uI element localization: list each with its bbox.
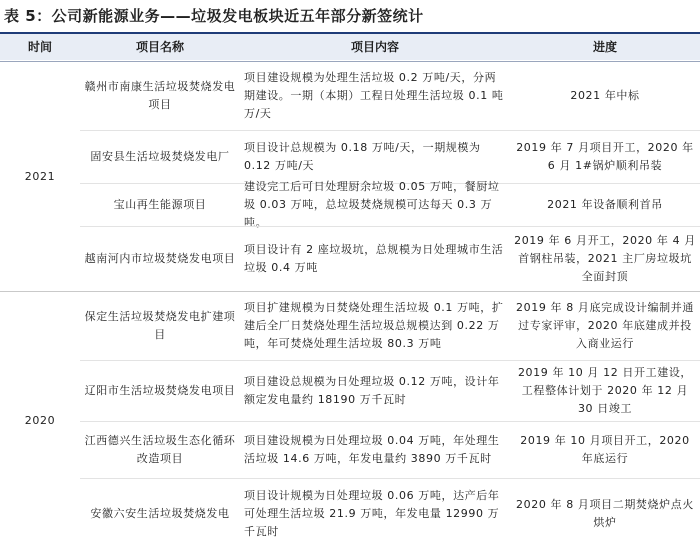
header-project-content: 项目内容 — [350, 40, 399, 54]
table-row-progress: 2019 年 6 月开工，2020 年 4 月首钢柱吊装，2021 主厂房垃圾坑全面封顶 — [514, 234, 696, 283]
table-row-content: 项目设计有 2 座垃圾坑，总规模为日处理城市生活垃圾 0.4 万吨 — [244, 243, 504, 274]
table-row-progress: 2019 年 7 月项目开工，2020 年 6 月 1#锅炉顺利吊装 — [516, 141, 694, 172]
table-title: 表 5：公司新能源业务——垃圾发电板块近五年部分新签统计 — [4, 7, 424, 25]
table-row-content: 项目设计总规模为 0.18 万吨/天，一期规模为 0.12 万吨/天 — [244, 141, 481, 172]
table-row-name: 赣州市南康生活垃圾焚烧发电项目 — [84, 80, 236, 111]
table-row-name: 江西德兴生活垃圾生态化循环改造项目 — [84, 434, 236, 465]
table-row-progress: 2019 年 10 月 12 日开工建设，工程整体计划于 2020 年 12 月 30 日竣工 — [517, 366, 693, 415]
header-project-name: 项目名称 — [135, 40, 184, 54]
header-time: 时间 — [27, 40, 52, 54]
table-row-content: 项目建设规模为日处理垃圾 0.04 万吨，年处理生活垃圾 14.6 万吨，年发电量约 3890 万千瓦时 — [244, 434, 500, 465]
year-cell-2021: 2021 — [24, 169, 56, 183]
year-cell-2020: 2020 — [24, 413, 56, 427]
table-row-content: 项目建设总规模为日处理垃圾 0.12 万吨，设计年额定发电量约 18190 万千瓦时 — [244, 375, 500, 406]
table-row-content: 项目扩建规模为日焚烧处理生活垃圾 0.1 万吨，扩建后全厂日焚烧处理生活垃圾总规模达到 0.22 万吨，年可焚烧处理生活垃圾 80.3 万吨 — [244, 301, 504, 350]
table-row-name: 宝山再生能源项目 — [113, 198, 207, 211]
table-row-content: 建设完工后可日处理厨余垃圾 0.05 万吨，餐厨垃圾 0.03 万吨，总垃圾焚烧规模可达每天 0.3 万吨。 — [244, 180, 500, 229]
table-row-progress: 2020 年 8 月项目二期焚烧炉点火烘炉 — [516, 498, 694, 529]
table-row-progress: 2019 年 8 月底完成设计编制并通过专家评审，2020 年底建成并投入商业运行 — [516, 301, 694, 350]
table-row-progress: 2021 年中标 — [570, 89, 640, 102]
table-row-progress: 2021 年设备顺利首吊 — [547, 198, 663, 211]
table-header-row — [0, 34, 700, 60]
table-row-content: 项目设计规模为日处理垃圾 0.06 万吨，达产后年可处理生活垃圾 21.9 万吨，年发电量 12990 万千瓦时 — [244, 489, 500, 538]
table-row-content: 项目建设规模为处理生活垃圾 0.2 万吨/天，分两期建设。一期（本期）工程日处理生活垃圾 0.1 吨万/天 — [244, 71, 504, 120]
table-row-name: 辽阳市生活垃圾焚烧发电项目 — [84, 384, 236, 397]
header-progress: 进度 — [592, 40, 617, 54]
table-row-progress: 2019 年 10 月项目开工，2020 年底运行 — [520, 434, 690, 465]
table-row-name: 安徽六安生活垃圾焚烧发电 — [90, 507, 230, 520]
table-row-name: 固安县生活垃圾焚烧发电厂 — [90, 150, 230, 163]
table-row-name: 保定生活垃圾焚烧发电扩建项目 — [84, 310, 236, 341]
table-row-name: 越南河内市垃圾焚烧发电项目 — [84, 252, 236, 265]
